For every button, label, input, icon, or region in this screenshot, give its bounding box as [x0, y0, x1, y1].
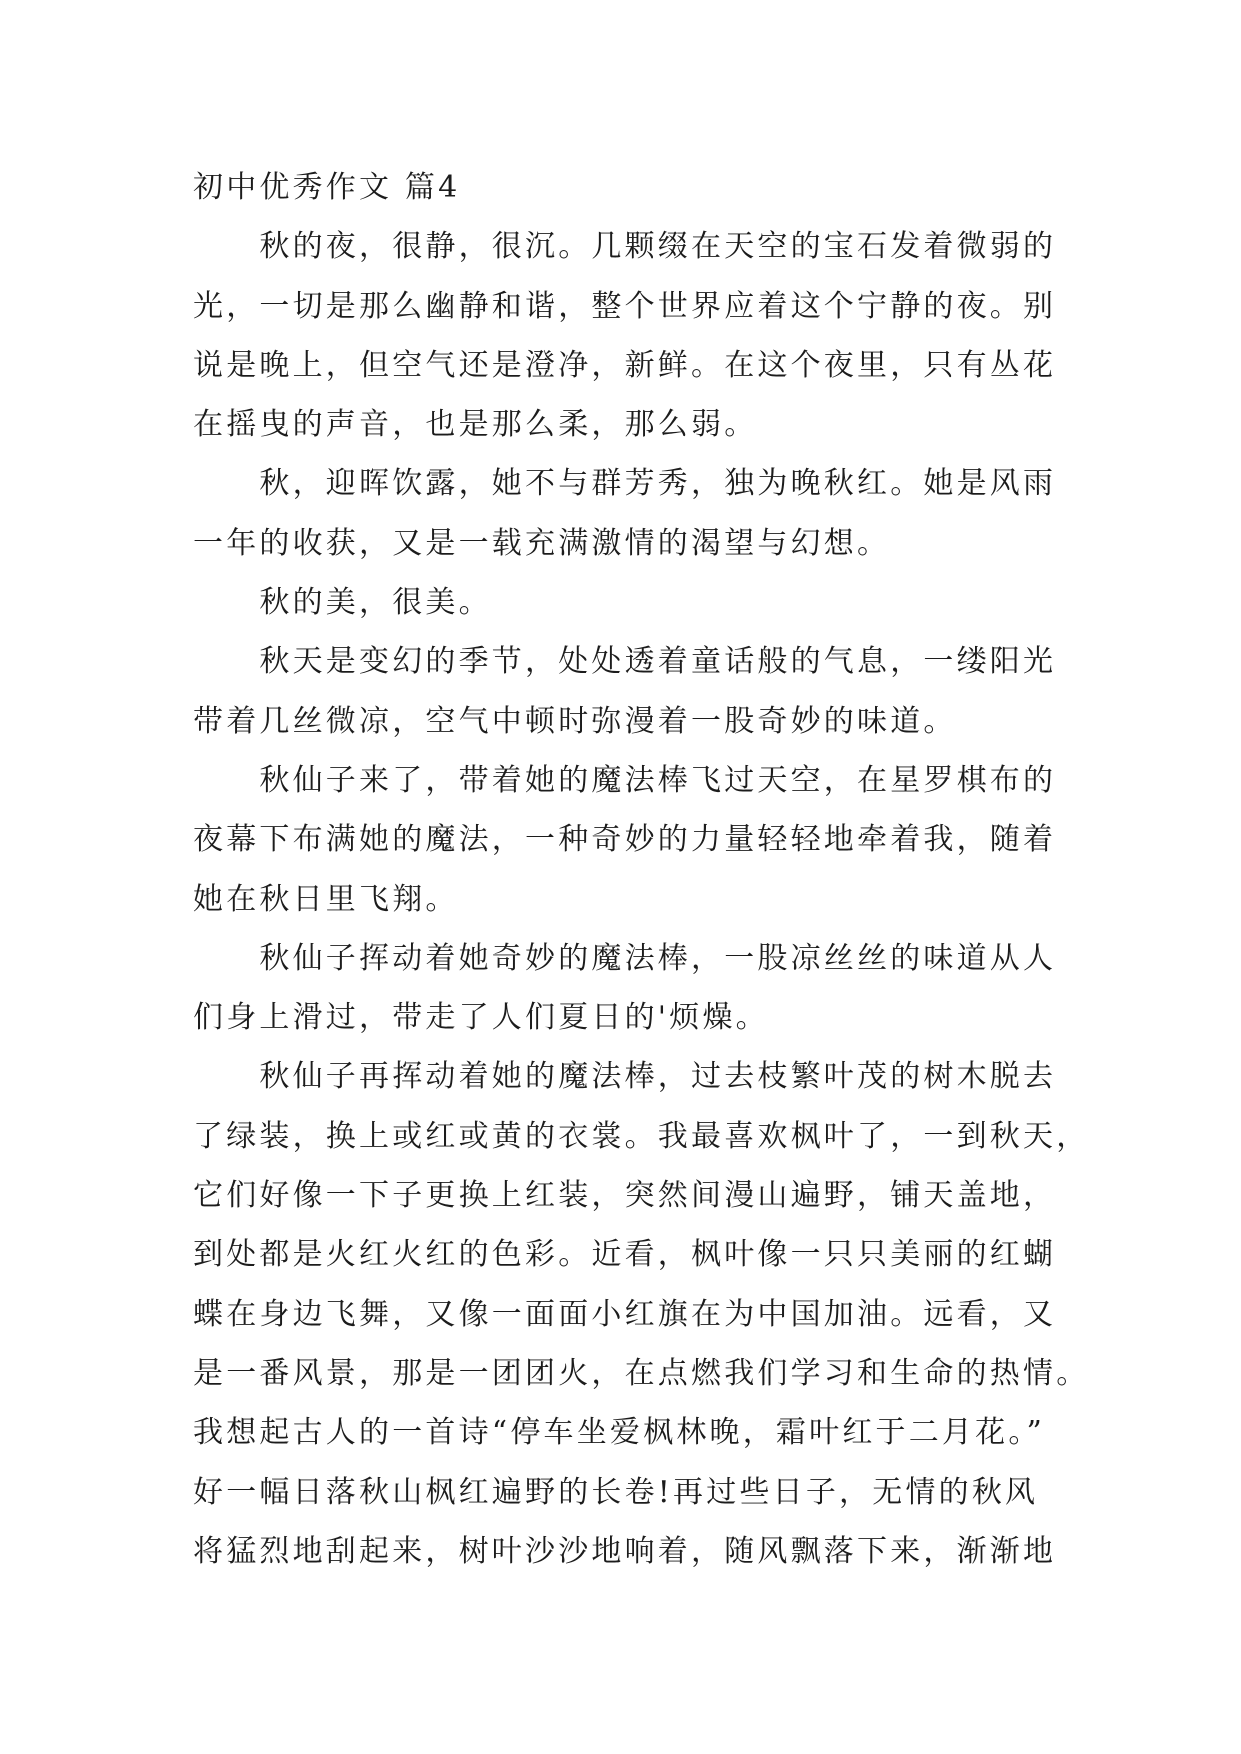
paragraph-line: 秋天是变幻的季节，处处透着童话般的气息，一缕阳光: [259, 644, 1057, 680]
paragraph-line: 一年的收获，又是一载充满激情的渴望与幻想。: [193, 525, 891, 561]
paragraph-line: 们身上滑过，带走了人们夏日的'烦燥。: [193, 1000, 769, 1036]
paragraph: [193, 217, 1093, 454]
paragraph: [193, 573, 1093, 632]
paragraph-line: 了绿装，换上或红或黄的衣裳。我最喜欢枫叶了，一到秋天，: [193, 1118, 1090, 1154]
paragraph-line: 光，一切是那么幽静和谐，整个世界应着这个宁静的夜。别: [193, 288, 1057, 324]
paragraph: [193, 1047, 1093, 1581]
paragraph: [193, 929, 1093, 1048]
paragraph-line: 秋的夜，很静，很沉。几颗缀在天空的宝石发着微弱的: [259, 229, 1057, 265]
paragraph-line: 到处都是火红火红的色彩。近看，枫叶像一只只美丽的红蝴: [193, 1237, 1057, 1273]
essay-body: [193, 158, 1093, 1581]
paragraph: [193, 632, 1093, 751]
paragraph-line: 我想起古人的一首诗“停车坐爱枫林晚，霜叶红于二月花。”: [193, 1415, 1046, 1451]
paragraph-line: 夜幕下布满她的魔法，一种奇妙的力量轻轻地牵着我，随着: [193, 822, 1057, 858]
paragraph-line: 说是晚上，但空气还是澄净，新鲜。在这个夜里，只有丛花: [193, 347, 1057, 383]
paragraph-line: 秋仙子来了，带着她的魔法棒飞过天空，在星罗棋布的: [259, 762, 1057, 798]
paragraph-line: 秋，迎晖饮露，她不与群芳秀，独为晚秋红。她是风雨: [259, 466, 1057, 502]
paragraph-line: 在摇曳的声音，也是那么柔，那么弱。: [193, 407, 758, 443]
paragraph-line: 秋仙子挥动着她奇妙的魔法棒，一股凉丝丝的味道从人: [259, 940, 1057, 976]
paragraph-line: 她在秋日里飞翔。: [193, 881, 459, 917]
paragraph-line: 是一番风景，那是一团团火，在点燃我们学习和生命的热情。: [193, 1355, 1090, 1391]
paragraph: [193, 454, 1093, 573]
paragraph-line: 秋的美，很美。: [259, 585, 492, 621]
paragraph-line: 好一幅日落秋山枫红遍野的长卷!再过些日子，无情的秋风: [193, 1474, 1039, 1510]
paragraph-line: 秋仙子再挥动着她的魔法棒，过去枝繁叶茂的树木脱去: [259, 1059, 1057, 1095]
paragraph: [193, 751, 1093, 929]
paragraph-line: 带着几丝微凉，空气中顿时弥漫着一股奇妙的味道。: [193, 703, 957, 739]
paragraph-line: 蝶在身边飞舞，又像一面面小红旗在为中国加油。远看，又: [193, 1296, 1057, 1332]
paragraph-line: 将猛烈地刮起来，树叶沙沙地响着，随风飘落下来，渐渐地: [193, 1533, 1057, 1569]
essay-title: 初中优秀作文 篇4: [193, 170, 461, 205]
paragraph-line: 它们好像一下子更换上红装，突然间漫山遍野，铺天盖地，: [193, 1178, 1057, 1214]
